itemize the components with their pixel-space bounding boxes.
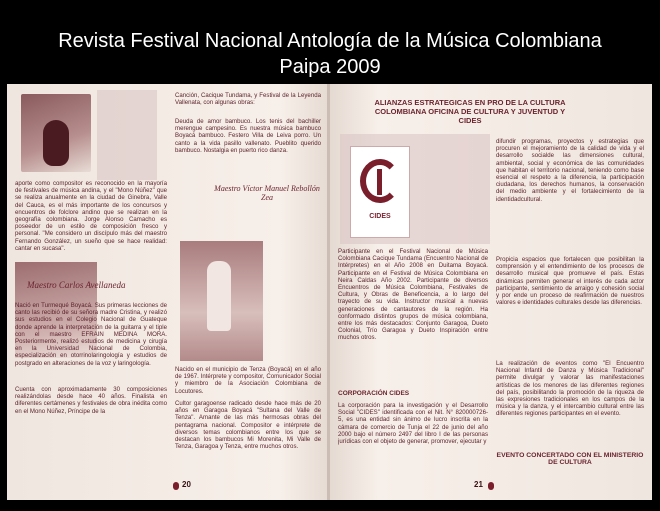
awards-text: Canción, Cacique Tundama, y Festival de la Leyenda Vallenata, con algunas obras: bbox=[175, 92, 321, 107]
corporation-title: CORPORACIÓN CIDES bbox=[338, 390, 410, 397]
cides-bar-icon bbox=[377, 169, 382, 195]
victor-photo bbox=[180, 241, 263, 361]
victor-bio: Cultor garagoense radicado desde hace más de 20 años en Garagoa Boyacá "Sultana del Valle de Tenza". Amante de las más hermosas obras del pentagrama nacional. Compositor e intérprete de diversos temas colombianos entre los que se destacan los bambucos Mi Morenita, Mi Valle de Tenza, Garagoa y Tenza, entre muchos otros. bbox=[175, 400, 321, 451]
spaces-text: Propicia espacios que fortalecen que posibilitan la comprensión y el entendimiento de los procesos de desarrollo musical que promueve el país. Estas dinámicas permiten generar el interés de cada actor participante, sentimiento de arraigo y cohesión social y por ende un proceso de reafirmación de nuestros valores e identidades culturales desde las diferencias. bbox=[496, 256, 644, 307]
cides-logo bbox=[350, 146, 410, 238]
guitarist-photo bbox=[21, 94, 91, 172]
victor-name: Maestro Víctor Manuel Rebollón Zea bbox=[214, 184, 320, 202]
guitar-icon bbox=[43, 120, 69, 166]
events-text: La realización de eventos como "El Encuentro Nacional Infantil de Danza y Música Tradicional" permite divulgar y valorar las manifestaciones artísticas de los menores de las diferentes regiones del país, posibilitando la promoción de la riqueza de las expresiones tradicionales en los campos de la música y la danza, y el intercambio cultural entre las diferentes regiones participantes en el evento. bbox=[496, 360, 644, 418]
songs-list: Deuda de amor bambuco. Los tenis del bachiller merengue campesino. Es nuestra música bambuco Boyacá bambuco. Festero Villa de Leiva porro. Un canto a la vida pasillo vallenato. Pueblito querido bambuco. Nostalgia en puerto rico danza. bbox=[175, 118, 321, 154]
page-number-left: 20 bbox=[182, 480, 191, 489]
person-figure bbox=[207, 261, 231, 331]
music-note-icon bbox=[173, 482, 179, 490]
carlos-name: Maestro Carlos Avellaneda bbox=[27, 280, 126, 290]
cides-logo-label: CIDES bbox=[369, 213, 391, 220]
left-page bbox=[7, 84, 329, 500]
page-number-right: 21 bbox=[474, 480, 483, 489]
banner-title: Revista Festival Nacional Antología de la Música Colombiana bbox=[58, 30, 602, 52]
ministry-event-title: EVENTO CONCERTADO CON EL MINISTERIO DE CULTURA bbox=[496, 452, 644, 466]
victor-birth: Nacido en el municipio de Tenza (Boyacá) en el año de 1967. Intérprete y compositor, Comunicador Social y miembro de la Asociación Colombiana de Locutores. bbox=[175, 366, 321, 395]
programs-text: difundir programas, proyectos y estrategias que procuren el mejoramiento de la calidad de vida y el desarrollo socialde las dimensiones cultural, ambiental, social y económica de las comunidades que habitan el territorio nacional, teniendo como base esencial el respeto a la diferencia, la participación ciudadana, los derechos humanos, la conservación del medio ambiente y el fortalecimiento de la identidadcultural. bbox=[496, 138, 644, 203]
background-image bbox=[97, 90, 157, 180]
music-note-icon bbox=[488, 482, 494, 490]
corporation-text: La corporación para la investigación y el Desarrollo Social "CIDES" identificada con el Nit. N° 820000726-5, es una entidad sin ánimo de lucro inscrita en la cámara de comercio de Tunja el 22 de junio del año 2000 bajo el número 2497 del libro I de las personas jurídicas con el objeto de generar, promover, ejecutar y bbox=[338, 402, 488, 446]
carlos-bio: Nació en Turmequé Boyacá. Sus primeras lecciones de canto las recibió de su señora madre Cristina, y realizó sus estudios en el Colegio Nacional de Guateque donde aprende la interpretación de la guitarra y el tiple con el maestro EFRAIN MEDINA MORA. Posteriormente, realizó estudios de medicina y cirugía en la Universidad Nacional de Colombia, especialización en otorrinolaringología y estudios de postgrado en alteraciones de la voz y laringología. bbox=[15, 302, 167, 367]
alliances-heading: ALIANZAS ESTRATEGICAS EN PRO DE LA CULTURA COLOMBIANA OFICINA DE CULTURA Y JUVENTUD Y CIDES bbox=[374, 98, 566, 125]
composer-text: aporte como compositor es reconocido en la mayoría de festivales de música andina, y el "Mono Núñez" que se realiza anualmente en la ciudad de Ginebra, Valle del Cauca, es el más importante de los concursos y encuentros de folclore andino que se realizan en la geografía colombiana. Jorge Alonso Camacho es poseedor de un estilo de composición fresco y personal. "Me considero un discípulo más del maestro Fernando González, un sueño que se hace realidad: cantar en sucasa". bbox=[15, 180, 167, 252]
banner-subtitle: Paipa 2009 bbox=[279, 56, 381, 78]
right-page bbox=[330, 84, 652, 500]
participation-text: Participante en el Festival Nacional de Música Colombiana Cacique Tundama (Encuentro Nacional de Intérpretes) en el Año 2008 en Duitama Boyacá. Participante en el Festival de Música Colombiana en Neira Caldas Año 2002. Participante de diversos Encuentros de Música Colombiana, Festivales de Cultura, y Obras de Beneficencia, a lo largo del trayecto de su vida. Instructor musical a nuevas generaciones de cantautores de la región. Ha conformado distintos grupos de música colombiana, entre los más destacados: Conjunto Garagoa, Dueto Colonial, Trío Garagoa y Dueto Inspiración entre muchos otros. bbox=[338, 248, 488, 342]
carlos-compositions: Cuenta con aproximadamente 30 composiciones realizándolas desde hace 40 años. Finalista en diferentes certámenes y festivales de obra inédita como en el Mono Núñez, Príncipe de la bbox=[15, 386, 167, 415]
magazine-spread bbox=[7, 84, 652, 500]
